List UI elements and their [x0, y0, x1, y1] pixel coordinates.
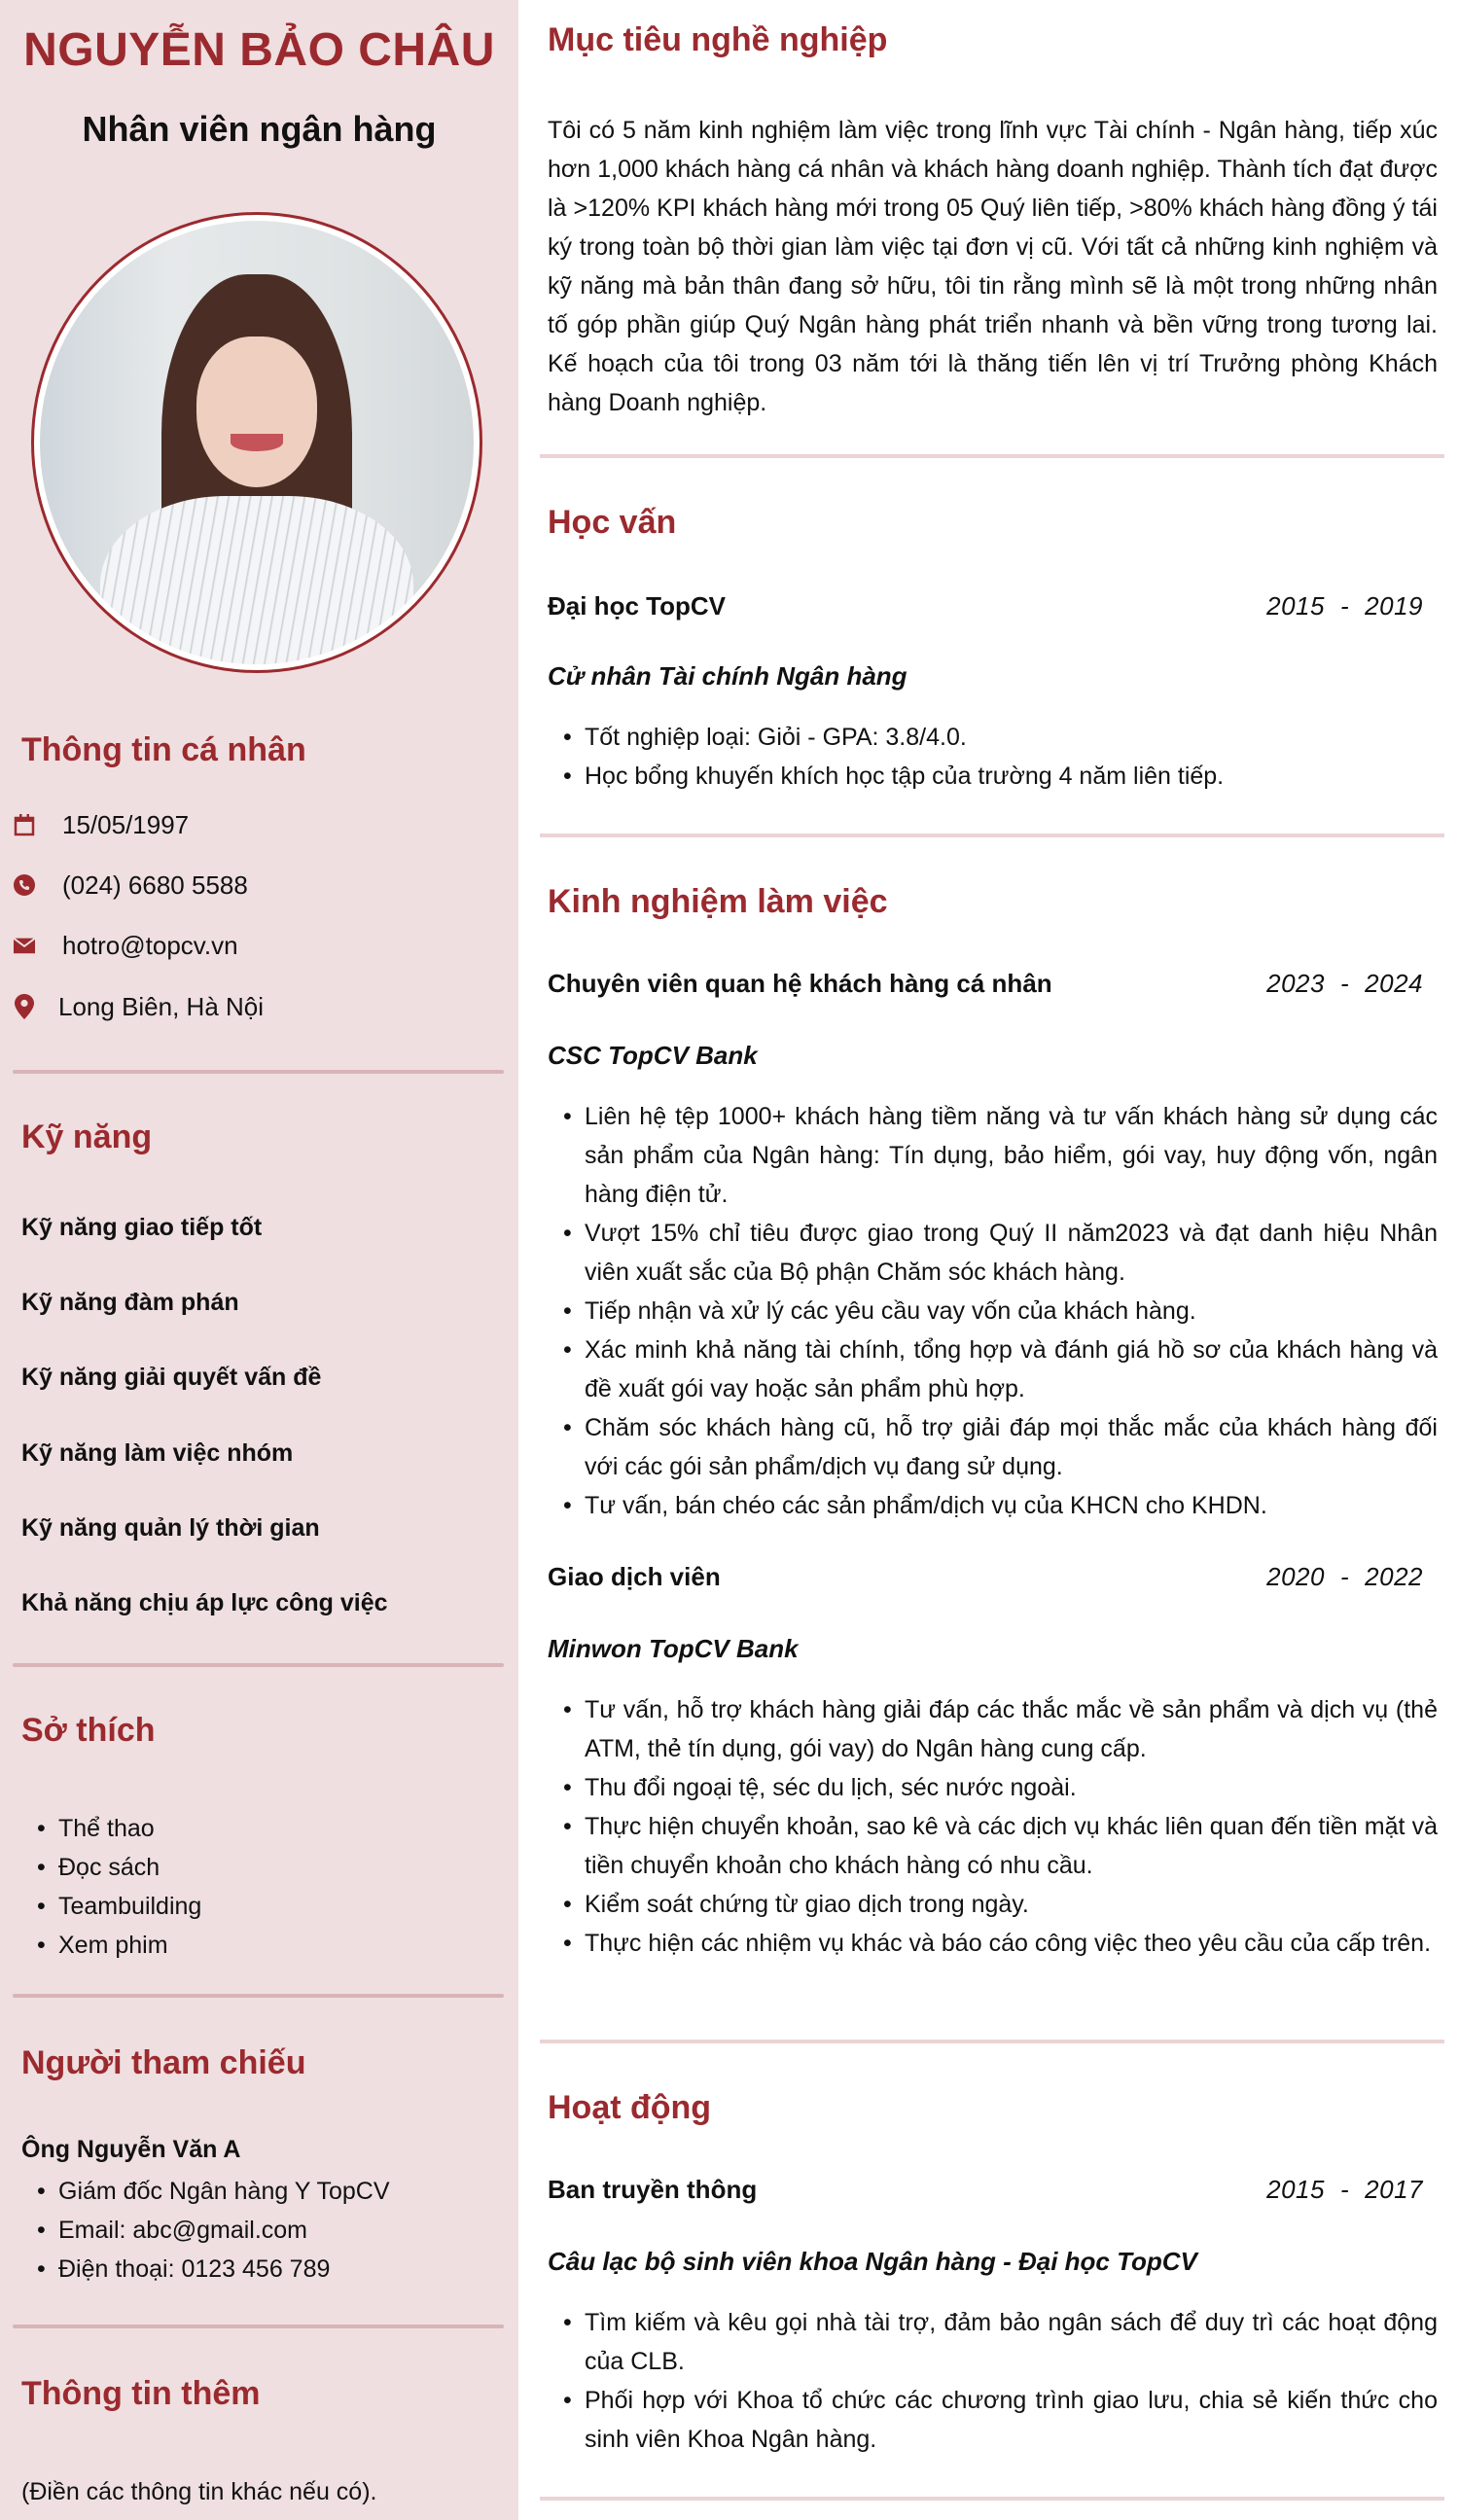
- hobby-item: • Thể thao: [21, 1809, 201, 1848]
- job-dates: 2020 - 2022: [1266, 1562, 1423, 1591]
- degree-name: Cử nhân Tài chính Ngân hàng: [548, 661, 907, 691]
- education-bullet: • Học bổng khuyến khích học tập của trường 4 năm liên tiếp.: [548, 757, 1438, 796]
- section-divider: [540, 834, 1444, 837]
- sidebar-divider: [13, 1994, 504, 1998]
- sidebar-divider: [13, 2325, 504, 2328]
- candidate-job-title: Nhân viên ngân hàng: [82, 109, 437, 149]
- candidate-name: NGUYỄN BẢO CHÂU: [23, 24, 495, 76]
- section-divider: [540, 454, 1444, 458]
- activity-bullet: • Tìm kiếm và kêu gọi nhà tài trợ, đảm bảo ngân sách để duy trì các hoạt động của CLB.: [548, 2303, 1438, 2381]
- personal-info-heading: Thông tin cá nhân: [21, 731, 306, 768]
- reference-name: Ông Nguyễn Văn A: [21, 2136, 241, 2163]
- objective-text: Tôi có 5 năm kinh nghiệm làm việc trong lĩnh vực Tài chính - Ngân hàng, tiếp xúc hơn 1,000 khách hàng cá nhân và khách hàng doanh nghiệp. Thành tích đạt được là >120% KPI khách hàng mới trong 05 Quý liên tiếp, >80% khách hàng đồng ý tái ký trong toàn bộ thời gian làm việc tại đơn vị cũ. Với tất cả những kinh nghiệm và kỹ năng mà bản thân đang sở hữu, tôi tin rằng mình sẽ là một trong những nhân tố góp phần giúp Quý Ngân hàng phát triển nhanh và bền vững trong tương lai. Kế hoạch của tôi trong 03 năm tới là thăng tiến lên vị trí Trưởng phòng Khách hàng Doanh nghiệp.: [548, 117, 1438, 416]
- experience-heading: Kinh nghiệm làm việc: [548, 883, 888, 920]
- job-bullet: • Liên hệ tệp 1000+ khách hàng tiềm năng và tư vấn khách hàng sử dụng các sản phẩm của Ngân hàng: Tín dụng, bảo hiểm, gói vay, huy động vốn, ngân hàng điện tử.: [548, 1097, 1438, 1214]
- objective-heading: Mục tiêu nghề nghiệp: [548, 21, 888, 58]
- calendar-icon: [14, 812, 35, 837]
- job-bullet: • Tư vấn, hỗ trợ khách hàng giải đáp các thắc mắc về sản phẩm và dịch vụ (thẻ ATM, thẻ tín dụng, gói vay) do Ngân hàng cung cấp.: [548, 1690, 1438, 1768]
- location-icon: [14, 994, 35, 1019]
- skill-item: Kỹ năng giao tiếp tốt: [21, 1214, 263, 1241]
- sidebar-divider: [13, 1070, 504, 1074]
- skill-item: Kỹ năng quản lý thời gian: [21, 1514, 320, 1542]
- activity-organization: Câu lạc bộ sinh viên khoa Ngân hàng - Đại học TopCV: [548, 2247, 1197, 2276]
- activity-role: Ban truyền thông: [548, 2175, 758, 2204]
- job-bullet: • Thu đổi ngoại tệ, séc du lịch, séc nước ngoài.: [548, 1768, 1438, 1807]
- contact-birthdate: [14, 808, 189, 841]
- avatar: [31, 212, 482, 673]
- birthdate-value: 15/05/1997: [62, 809, 190, 839]
- education-bullet: • Tốt nghiệp loại: Giỏi - GPA: 3.8/4.0.: [548, 718, 1438, 757]
- references-heading: Người tham chiếu: [21, 2044, 306, 2081]
- job-bullet: • Tư vấn, bán chéo các sản phẩm/dịch vụ của KHCN cho KHDN.: [548, 1486, 1438, 1525]
- job-bullet: • Tiếp nhận và xử lý các yêu cầu vay vốn của khách hàng.: [548, 1292, 1438, 1331]
- reference-phone[interactable]: • Điện thoại: 0123 456 789: [21, 2250, 390, 2289]
- education-heading: Học vấn: [548, 504, 677, 541]
- activity-bullets: [548, 2303, 1438, 2459]
- activity-entry-header: [548, 2175, 1423, 2205]
- education-bullets: [548, 718, 1438, 796]
- skill-item: Kỹ năng giải quyết vấn đề: [21, 1364, 322, 1391]
- email-icon: [14, 933, 35, 958]
- contact-location: [14, 990, 264, 1023]
- company-name: Minwon TopCV Bank: [548, 1634, 799, 1663]
- job-bullet: • Kiểm soát chứng từ giao dịch trong ngày.: [548, 1885, 1438, 1924]
- job-dates: 2023 - 2024: [1266, 969, 1423, 998]
- phone-icon: [14, 872, 35, 898]
- skill-item: Kỹ năng làm việc nhóm: [21, 1439, 294, 1467]
- sidebar-divider: [13, 1663, 504, 1667]
- skills-heading: Kỹ năng: [21, 1118, 153, 1155]
- education-dates: 2015 - 2019: [1266, 591, 1423, 621]
- skill-item: Kỹ năng đàm phán: [21, 1289, 239, 1316]
- job-bullets: [548, 1690, 1438, 1963]
- contact-email: [14, 929, 238, 962]
- hobbies-heading: Sở thích: [21, 1712, 156, 1749]
- sidebar: [0, 0, 518, 2520]
- phone-value[interactable]: (024) 6680 5588: [62, 870, 248, 900]
- activity-bullet: • Phối hợp với Khoa tổ chức các chương trình giao lưu, chia sẻ kiến thức cho sinh viên Khoa Ngân hàng.: [548, 2381, 1438, 2459]
- hobby-item: • Đọc sách: [21, 1848, 201, 1887]
- job-title: Chuyên viên quan hệ khách hàng cá nhân: [548, 969, 1052, 998]
- reference-email[interactable]: • Email: abc@gmail.com: [21, 2211, 390, 2250]
- job-bullet: • Thực hiện chuyển khoản, sao kê và các dịch vụ khác liên quan đến tiền mặt và tiền chuyển khoản cho khách hàng có nhu cầu.: [548, 1807, 1438, 1885]
- job-bullet: • Chăm sóc khách hàng cũ, hỗ trợ giải đáp mọi thắc mắc của khách hàng đối với các gói sản phẩm/dịch vụ đang sử dụng.: [548, 1408, 1438, 1486]
- job-bullets: [548, 1097, 1438, 1525]
- job-bullet: • Vượt 15% chỉ tiêu được giao trong Quý II năm2023 và đạt danh hiệu Nhân viên xuất sắc của Bộ phận Chăm sóc khách hàng.: [548, 1214, 1438, 1292]
- section-divider: [540, 2040, 1444, 2043]
- avatar-photo: [40, 221, 474, 664]
- hobby-item: • Xem phim: [21, 1926, 201, 1965]
- job-bullet: • Thực hiện các nhiệm vụ khác và báo cáo công việc theo yêu cầu của cấp trên.: [548, 1924, 1438, 1963]
- activities-heading: Hoạt động: [548, 2089, 712, 2126]
- reference-details: [21, 2172, 390, 2289]
- main-content: [518, 0, 1459, 2520]
- extra-info-heading: Thông tin thêm: [21, 2375, 261, 2412]
- hobbies-list: [21, 1809, 201, 1965]
- job-entry-header: [548, 1562, 1423, 1592]
- job-title: Giao dịch viên: [548, 1562, 721, 1591]
- email-value[interactable]: hotro@topcv.vn: [62, 930, 238, 960]
- contact-phone: [14, 869, 248, 902]
- company-name: CSC TopCV Bank: [548, 1041, 758, 1070]
- activity-dates: 2015 - 2017: [1266, 2175, 1423, 2204]
- job-bullet: • Xác minh khả năng tài chính, tổng hợp và đánh giá hồ sơ của khách hàng và đề xuất gói vay hoặc sản phẩm phù hợp.: [548, 1331, 1438, 1408]
- hobby-item: • Teambuilding: [21, 1887, 201, 1926]
- skill-item: Khả năng chịu áp lực công việc: [21, 1589, 388, 1616]
- education-entry-header: [548, 591, 1423, 621]
- job-entry-header: [548, 969, 1423, 999]
- location-value: Long Biên, Hà Nội: [58, 991, 265, 1021]
- extra-info-text: (Điền các thông tin khác nếu có).: [21, 2478, 377, 2505]
- reference-position: • Giám đốc Ngân hàng Y TopCV: [21, 2172, 390, 2211]
- section-divider: [540, 2497, 1444, 2501]
- school-name: Đại học TopCV: [548, 591, 726, 621]
